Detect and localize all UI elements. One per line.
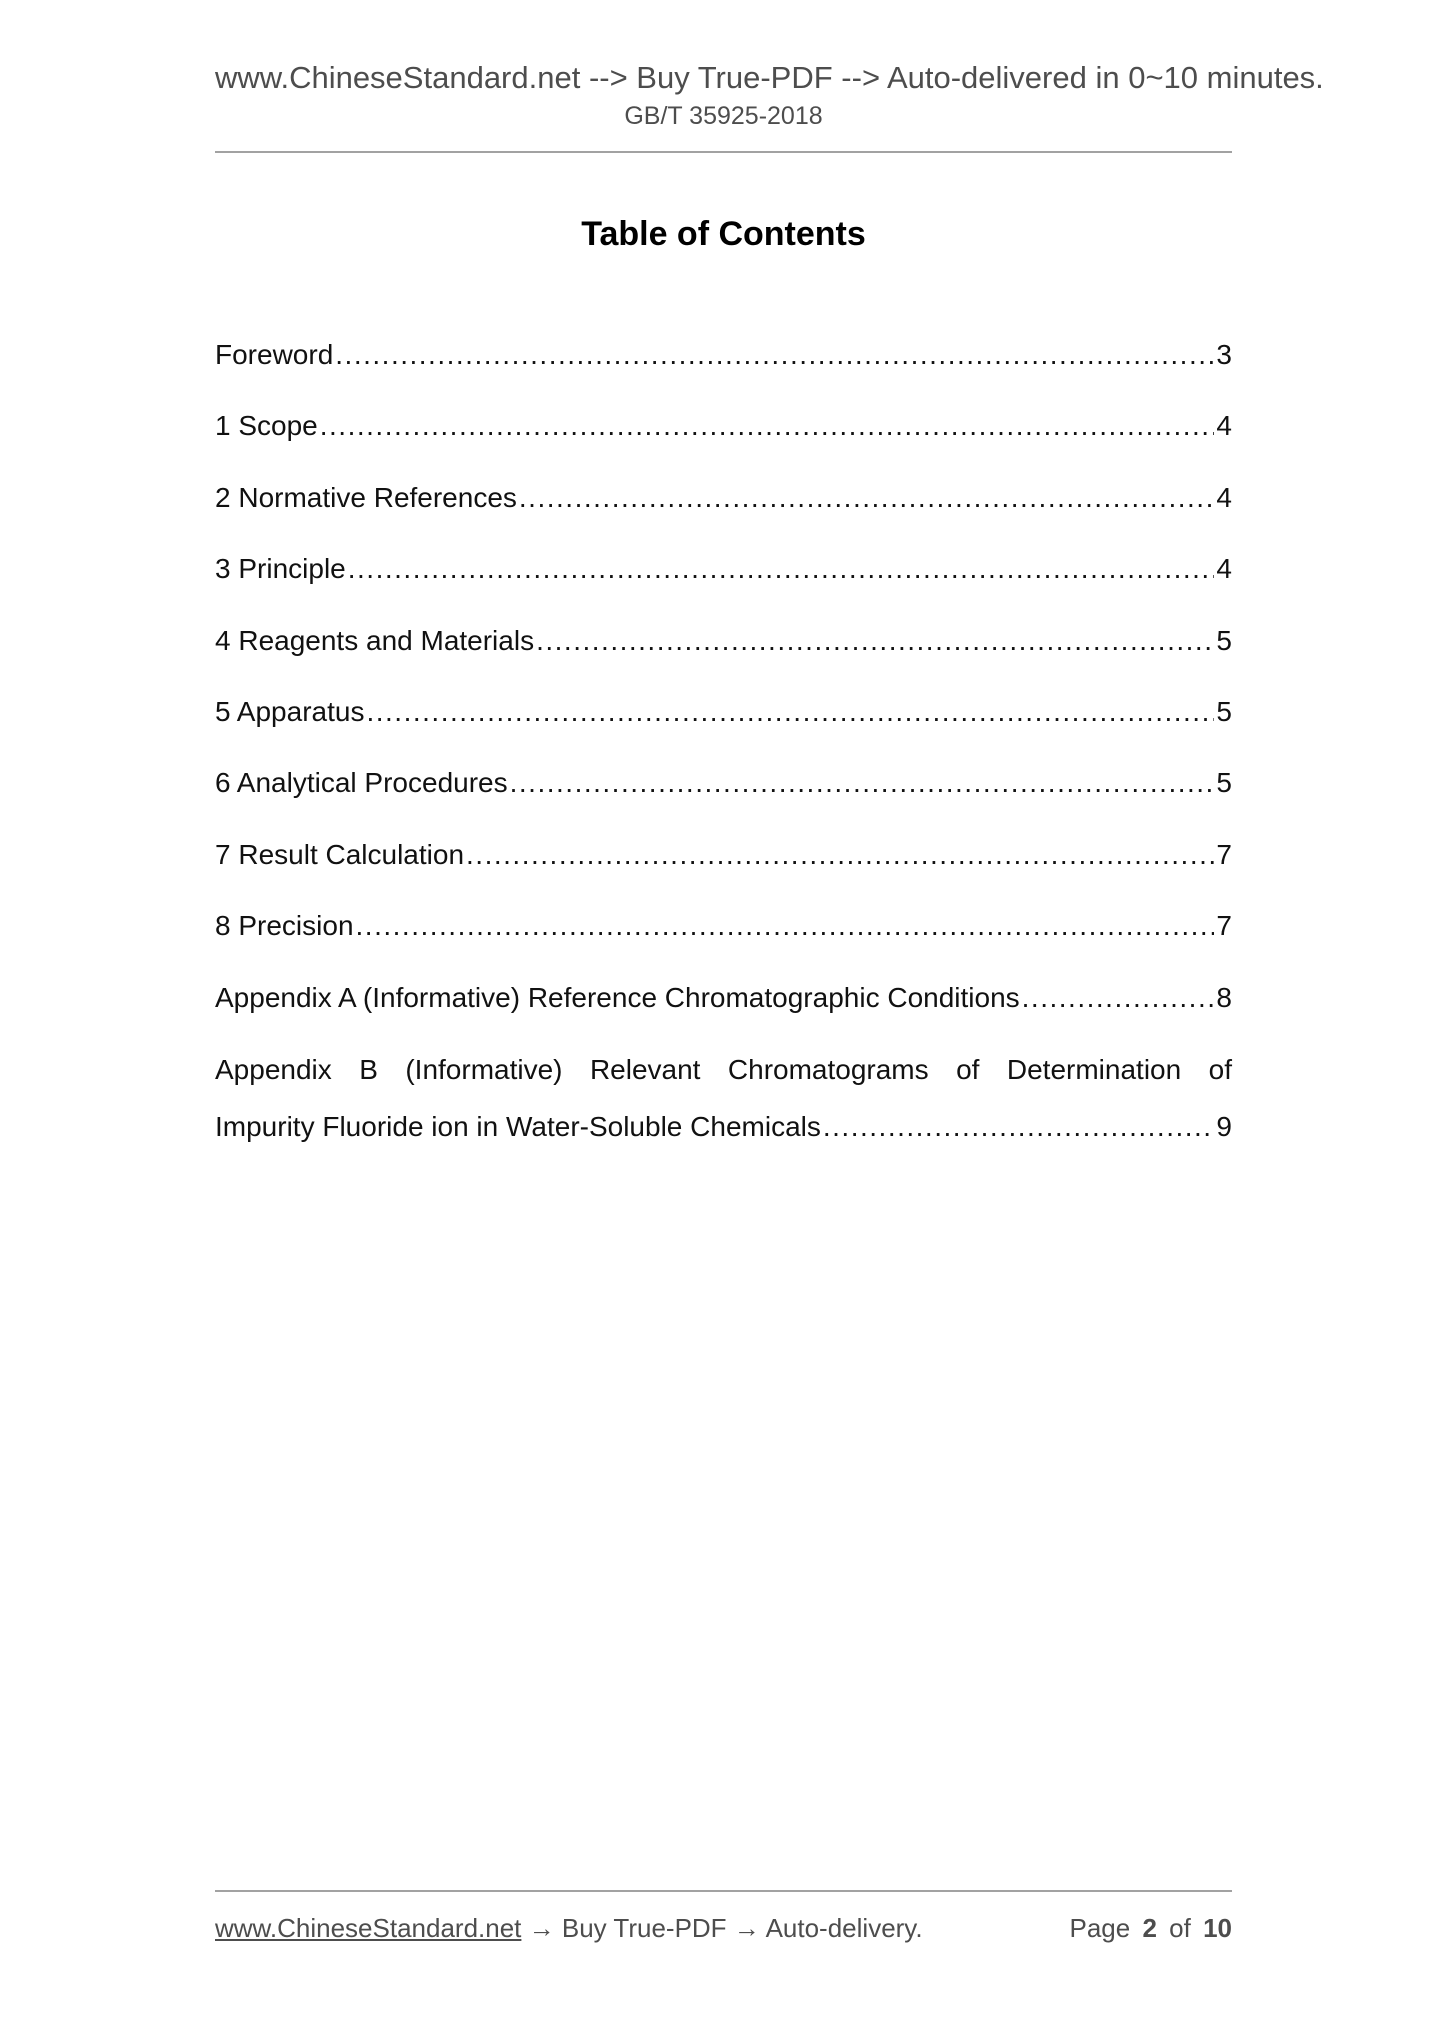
toc-entry-label-line1: Appendix B (Informative) Relevant Chromatograms of Determination of: [215, 1054, 1232, 1086]
footer-tagline-text: → Buy True-PDF → Auto-delivery.: [521, 1913, 923, 1943]
toc-dot-leader: [366, 676, 1214, 747]
toc-dot-leader: [823, 1098, 1215, 1155]
toc-dot-leader: [519, 462, 1215, 533]
footer-page-total: 10: [1203, 1913, 1232, 1943]
toc-entry: [215, 676, 1232, 747]
toc-dot-leader: [1022, 962, 1215, 1033]
toc-entry-page: 4: [1216, 481, 1232, 513]
table-of-contents: [215, 319, 1232, 1155]
footer-of-label: of: [1169, 1913, 1191, 1943]
toc-dot-leader: [335, 319, 1214, 390]
toc-entry: [215, 605, 1232, 676]
toc-entry-page: 7: [1216, 910, 1232, 942]
footer-divider: [215, 1890, 1232, 1892]
toc-entry-page: 5: [1216, 624, 1232, 656]
footer-page-current: 2: [1142, 1913, 1157, 1943]
header-standard-code: GB/T 35925-2018: [624, 102, 823, 130]
toc-entry: [215, 962, 1232, 1033]
toc-entry: [215, 319, 1232, 390]
page-title: Table of Contents: [581, 215, 866, 253]
header-divider: [215, 151, 1232, 153]
toc-dot-leader: [356, 890, 1215, 961]
toc-entry-page: 5: [1216, 696, 1232, 728]
toc-entry-page: 3: [1216, 339, 1232, 370]
toc-entry-page: 8: [1216, 981, 1232, 1013]
toc-entry-label: 4 Reagents and Materials: [215, 624, 535, 656]
toc-entry-label: 8 Precision: [215, 910, 354, 942]
toc-entry-label: 5 Apparatus: [215, 696, 365, 728]
toc-entry-page: 4: [1216, 410, 1232, 442]
toc-entry: [215, 890, 1232, 961]
toc-dot-leader: [536, 605, 1214, 676]
toc-entry: [215, 533, 1232, 604]
toc-dot-leader: [466, 819, 1214, 890]
toc-dot-leader: [320, 390, 1215, 461]
page-footer: [215, 1890, 1232, 1944]
toc-dot-leader: [510, 747, 1215, 818]
toc-dot-leader: [348, 533, 1215, 604]
page-header: [215, 0, 1324, 153]
toc-entry-page: 5: [1216, 767, 1232, 799]
toc-entry-label: Appendix A (Informative) Reference Chromatographic Conditions: [215, 981, 1020, 1013]
toc-entry-label: 1 Scope: [215, 410, 318, 442]
footer-page-indicator: [1069, 1912, 1232, 1944]
footer-website-link[interactable]: www.ChineseStandard.net: [215, 1913, 522, 1943]
toc-entry-page: 9: [1216, 1111, 1232, 1143]
toc-entry-label: Foreword: [215, 339, 334, 370]
toc-entry-label: 6 Analytical Procedures: [215, 767, 508, 799]
toc-entry-label-line2: Impurity Fluoride ion in Water-Soluble Chemicals: [215, 1111, 821, 1143]
toc-entry: [215, 1033, 1232, 1155]
toc-entry: [215, 819, 1232, 890]
toc-entry-page: 4: [1216, 553, 1232, 585]
toc-entry: [215, 462, 1232, 533]
toc-entry-label: 7 Result Calculation: [215, 838, 465, 870]
footer-page-label: Page: [1069, 1913, 1131, 1943]
toc-entry-page: 7: [1216, 838, 1232, 870]
toc-entry: [215, 390, 1232, 461]
toc-entry-label: 2 Normative References: [215, 481, 517, 513]
toc-entry: [215, 747, 1232, 818]
footer-tagline: [215, 1912, 923, 1944]
toc-entry-label: 3 Principle: [215, 553, 346, 585]
header-banner: www.ChineseStandard.net --> Buy True-PDF --> Auto-delivered in 0~10 minutes.: [215, 60, 1324, 95]
